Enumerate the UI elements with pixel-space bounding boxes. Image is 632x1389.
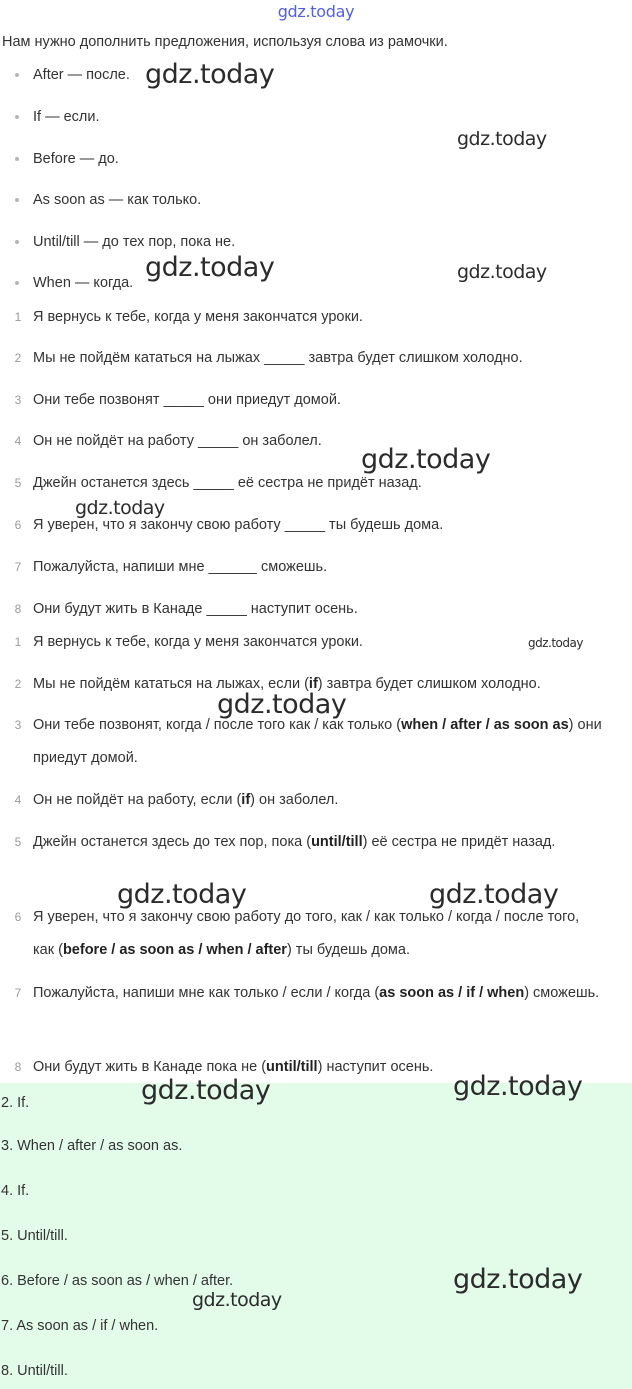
item-number: 3 bbox=[14, 393, 22, 407]
bullet-icon bbox=[15, 73, 19, 77]
solution-text: Пожалуйста, напиши мне как только / если / когда (as soon as / if / when) сможешь. bbox=[33, 985, 600, 1001]
solution-text: Я уверен, что я закончу свою работу до того, как / как только / когда / после того, как (before / as soon as / when / after) ты будешь дома. bbox=[33, 909, 580, 958]
item-number: 6 bbox=[14, 910, 22, 924]
watermark: gdz.today bbox=[145, 59, 275, 90]
vocab-item-text: If — если. bbox=[33, 109, 100, 125]
vocab-item-text: When — когда. bbox=[33, 275, 134, 291]
item-number: 5 bbox=[14, 476, 22, 490]
vocab-item-text: After — после. bbox=[33, 67, 130, 83]
item-number: 4 bbox=[14, 793, 22, 807]
answer-item: 4. If. bbox=[1, 1183, 30, 1199]
watermark: gdz.today bbox=[528, 636, 583, 650]
item-number: 1 bbox=[14, 310, 22, 324]
item-number: 2 bbox=[14, 351, 22, 365]
answers-box bbox=[0, 1083, 632, 1389]
watermark: gdz.today bbox=[217, 689, 347, 720]
answer-item: 3. When / after / as soon as. bbox=[1, 1138, 183, 1154]
vocab-item bbox=[0, 226, 630, 259]
item-number: 7 bbox=[14, 560, 22, 574]
exercise-item bbox=[0, 551, 630, 584]
solution-item bbox=[0, 977, 630, 1043]
exercise-item bbox=[0, 301, 630, 334]
exercise-item bbox=[0, 425, 630, 458]
watermark: gdz.today bbox=[457, 128, 547, 150]
solution-item bbox=[0, 901, 630, 967]
watermark: gdz.today bbox=[141, 1075, 271, 1106]
answer-item: 6. Before / as soon as / when / after. bbox=[1, 1273, 234, 1289]
exercise-item bbox=[0, 467, 630, 500]
bullet-icon bbox=[15, 198, 19, 202]
exercise-item bbox=[0, 384, 630, 417]
item-number: 7 bbox=[14, 986, 22, 1000]
vocab-item-text: As soon as — как только. bbox=[33, 192, 202, 208]
item-number: 1 bbox=[14, 635, 22, 649]
answer-item: 7. As soon as / if / when. bbox=[1, 1318, 159, 1334]
item-number: 5 bbox=[14, 835, 22, 849]
bullet-icon bbox=[15, 240, 19, 244]
item-number: 6 bbox=[14, 518, 22, 532]
exercise-text: Они будут жить в Канаде _____ наступит осень. bbox=[33, 601, 358, 617]
watermark: gdz.today bbox=[453, 1071, 583, 1102]
answer-item: 2. If. bbox=[1, 1095, 30, 1111]
solution-text: Я вернусь к тебе, когда у меня закончатся уроки. bbox=[33, 634, 363, 650]
solution-text: Они тебе позвонят, когда / после того как / как только (when / after / as soon as) они приедут домой. bbox=[33, 717, 602, 766]
vocab-item-text: Before — до. bbox=[33, 151, 119, 167]
site-logo[interactable]: gdz.today bbox=[277, 2, 355, 21]
watermark: gdz.today bbox=[75, 497, 165, 519]
exercise-item bbox=[0, 342, 630, 375]
exercise-text: Джейн останется здесь _____ её сестра не придёт назад. bbox=[33, 475, 422, 491]
answer-item: 8. Until/till. bbox=[1, 1363, 68, 1379]
intro-text: Нам нужно дополнить предложения, используя слова из рамочки. bbox=[2, 34, 448, 50]
watermark: gdz.today bbox=[453, 1264, 583, 1295]
item-number: 8 bbox=[14, 1060, 22, 1074]
item-number: 4 bbox=[14, 434, 22, 448]
vocab-item bbox=[0, 184, 630, 217]
item-number: 3 bbox=[14, 718, 22, 732]
item-number: 2 bbox=[14, 677, 22, 691]
exercise-text: Они тебе позвонят _____ они приедут домой. bbox=[33, 392, 341, 408]
exercise-item bbox=[0, 593, 630, 626]
bullet-icon bbox=[15, 281, 19, 285]
vocab-item bbox=[0, 59, 630, 92]
watermark: gdz.today bbox=[361, 444, 491, 475]
watermark: gdz.today bbox=[145, 252, 275, 283]
solution-text: Джейн останется здесь до тех пор, пока (until/till) её сестра не придёт назад. bbox=[33, 834, 556, 850]
exercise-text: Я уверен, что я закончу свою работу _____ ты будешь дома. bbox=[33, 517, 444, 533]
answer-item: 5. Until/till. bbox=[1, 1228, 68, 1244]
exercise-text: Он не пойдёт на работу _____ он заболел. bbox=[33, 433, 322, 449]
bullet-icon bbox=[15, 157, 19, 161]
watermark: gdz.today bbox=[117, 879, 247, 910]
watermark: gdz.today bbox=[429, 879, 559, 910]
item-number: 8 bbox=[14, 602, 22, 616]
bullet-icon bbox=[15, 115, 19, 119]
exercise-text: Пожалуйста, напиши мне ______ сможешь. bbox=[33, 559, 328, 575]
exercise-text: Мы не пойдём кататься на лыжах _____ завтра будет слишком холодно. bbox=[33, 350, 523, 366]
solution-text: Мы не пойдём кататься на лыжах, если (if) завтра будет слишком холодно. bbox=[33, 676, 541, 692]
watermark: gdz.today bbox=[192, 1289, 282, 1311]
solution-text: Они будут жить в Канаде пока не (until/till) наступит осень. bbox=[33, 1059, 434, 1075]
vocab-item-text: Until/till — до тех пор, пока не. bbox=[33, 234, 236, 250]
exercise-text: Я вернусь к тебе, когда у меня закончатся уроки. bbox=[33, 309, 363, 325]
watermark: gdz.today bbox=[457, 261, 547, 283]
solution-text: Он не пойдёт на работу, если (if) он заболел. bbox=[33, 792, 339, 808]
solution-item bbox=[0, 784, 630, 817]
